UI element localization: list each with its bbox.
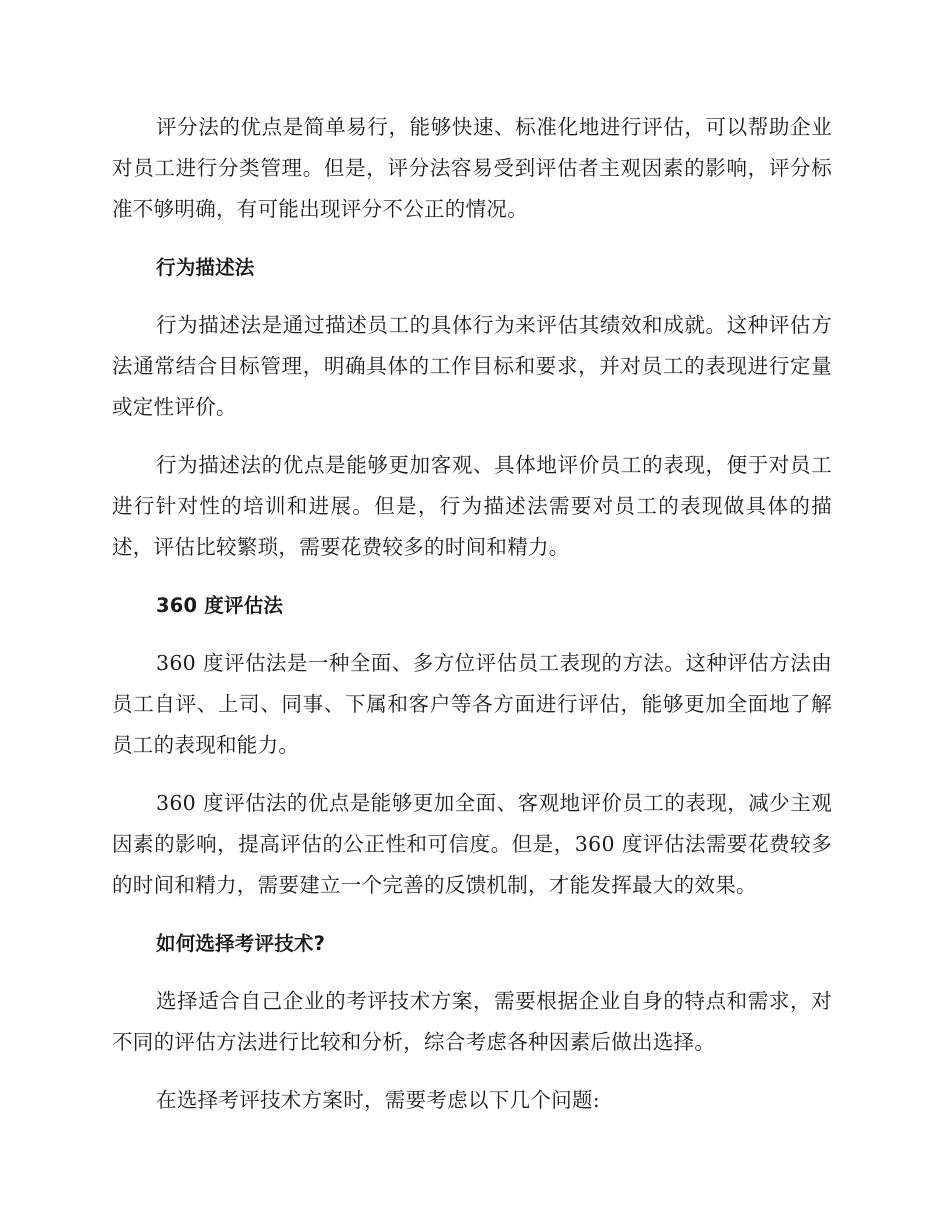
document-body: [112, 107, 832, 1138]
paragraph-choose-intro: 选择适合自己企业的考评技术方案，需要根据企业自身的特点和需求，对不同的评估方法进行比较和分析，综合考虑各种因素后做出选择。: [112, 989, 832, 1054]
heading-360-degree-method: 360 度评估法: [156, 594, 284, 617]
paragraph-360-degree-pros-cons: 360 度评估法的优点是能够更加全面、客观地评价员工的表现，减少主观因素的影响，提高评估的公正性和可信度。但是，360 度评估法需要花费较多的时间和精力，需要建立一个完善的反馈机制，才能发挥最大的效果。: [112, 791, 832, 897]
paragraph-behavior-description-pros-cons: 行为描述法的优点是能够更加客观、具体地评价员工的表现，便于对员工进行针对性的培训和进展。但是，行为描述法需要对员工的表现做具体的描述，评估比较繁琐，需要花费较多的时间和精力。: [112, 453, 832, 559]
paragraph-scoring-method-pros-cons: 评分法的优点是简单易行，能够快速、标准化地进行评估，可以帮助企业对员工进行分类管理。但是，评分法容易受到评估者主观因素的影响，评分标准不够明确，有可能出现评分不公正的情况。: [112, 115, 832, 221]
paragraph-behavior-description-intro: 行为描述法是通过描述员工的具体行为来评估其绩效和成就。这种评估方法通常结合目标管理，明确具体的工作目标和要求，并对员工的表现进行定量或定性评价。: [112, 313, 832, 419]
paragraph-360-degree-intro: 360 度评估法是一种全面、多方位评估员工表现的方法。这种评估方法由员工自评、上司、同事、下属和客户等各方面进行评估，能够更加全面地了解员工的表现和能力。: [112, 651, 832, 757]
heading-how-to-choose: 如何选择考评技术?: [156, 932, 326, 955]
paragraph-choose-questions: 在选择考评技术方案时，需要考虑以下几个问题:: [156, 1088, 601, 1112]
heading-behavior-description-method: 行为描述法: [156, 256, 255, 279]
